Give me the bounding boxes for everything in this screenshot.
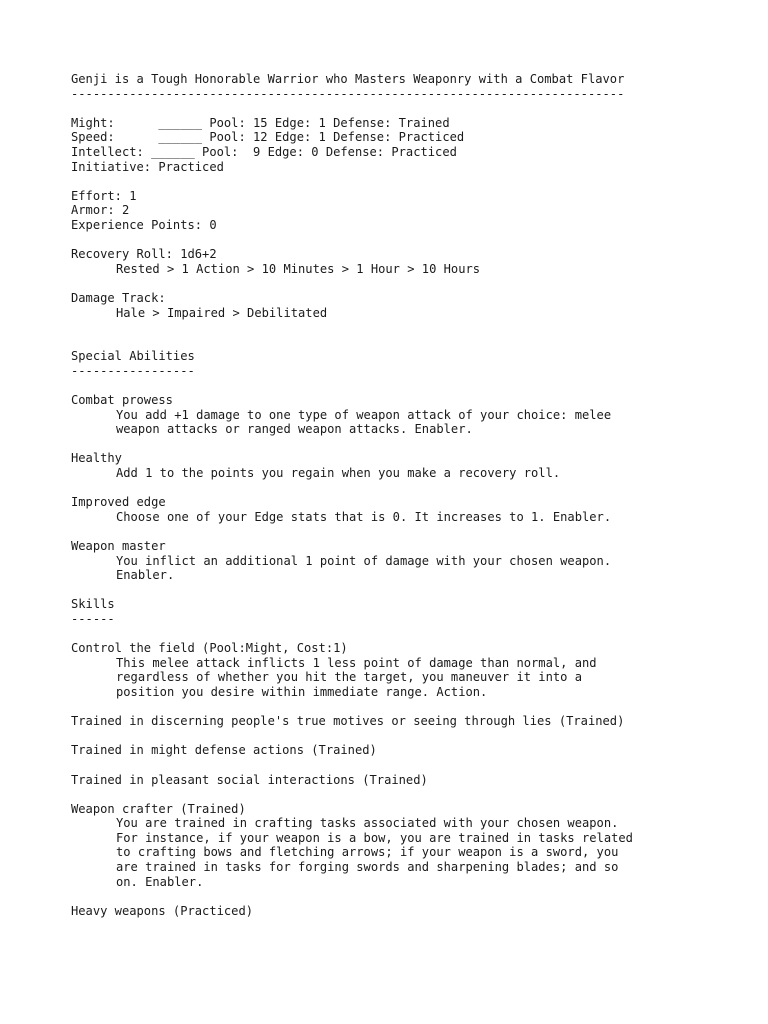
special-abilities-list: [71, 393, 751, 583]
skill-description: to crafting bows and fletching arrows; if your weapon is a sword, you: [116, 845, 619, 860]
skill-description: This melee attack inflicts 1 less point of damage than normal, and: [116, 655, 597, 670]
initiative-stat: Initiative: Practiced: [71, 159, 224, 174]
skill-entry: [71, 802, 751, 904]
armor-value: Armor: 2: [71, 203, 130, 218]
intellect-stat: Intellect: ______ Pool: 9 Edge: 0 Defense: Practiced: [71, 144, 457, 159]
recovery-track: Rested > 1 Action > 10 Minutes > 1 Hour > 10 Hours: [116, 261, 481, 276]
ability-entry: [71, 495, 751, 539]
skill-description: For instance, if your weapon is a bow, you are trained in tasks related: [116, 830, 633, 845]
skill-name: Trained in discerning people's true motives or seeing through lies (Trained): [71, 714, 625, 729]
skill-entry: [71, 904, 751, 919]
skill-description: regardless of whether you hit the target, you maneuver it into a: [116, 670, 582, 685]
ability-entry: [71, 393, 751, 451]
skills-rule: ------: [71, 611, 115, 626]
ability-entry: [71, 539, 751, 583]
skill-entry: [71, 714, 751, 743]
ability-description: You add +1 damage to one type of weapon attack of your choice: melee: [116, 407, 612, 422]
special-abilities-rule: -----------------: [71, 363, 195, 378]
skill-description: are trained in tasks for forging swords and sharpening blades; and so: [116, 860, 619, 875]
skill-name: Trained in might defense actions (Trained): [71, 743, 377, 758]
special-abilities-heading: Special Abilities: [71, 349, 195, 364]
skill-entry: [71, 641, 751, 714]
skill-name: Trained in pleasant social interactions (Trained): [71, 772, 428, 787]
skill-description: on. Enabler.: [116, 874, 204, 889]
damage-track: Hale > Impaired > Debilitated: [116, 305, 328, 320]
might-stat: Might: ______ Pool: 15 Edge: 1 Defense: Trained: [71, 115, 450, 130]
character-title: Genji is a Tough Honorable Warrior who Masters Weaponry with a Combat Flavor: [71, 72, 625, 86]
skill-name: Weapon crafter (Trained): [71, 801, 246, 816]
damage-track-label: Damage Track:: [71, 290, 166, 305]
effort-value: Effort: 1: [71, 188, 137, 203]
skills-heading: Skills: [71, 597, 115, 612]
speed-stat: Speed: ______ Pool: 12 Edge: 1 Defense: Practiced: [71, 130, 465, 145]
recovery-roll: Recovery Roll: 1d6+2: [71, 247, 217, 262]
ability-description: Choose one of your Edge stats that is 0. It increases to 1. Enabler.: [116, 509, 612, 524]
skill-description: You are trained in crafting tasks associated with your chosen weapon.: [116, 816, 619, 831]
experience-points: Experience Points: 0: [71, 217, 217, 232]
skill-name: Heavy weapons (Practiced): [71, 903, 254, 918]
ability-name: Improved edge: [71, 495, 166, 510]
ability-description: You inflict an additional 1 point of damage with your chosen weapon.: [116, 553, 612, 568]
skills-list: [71, 641, 751, 918]
skill-description: position you desire within immediate range. Action.: [116, 684, 488, 699]
skill-entry: [71, 743, 751, 772]
title-rule: ----------------------------------------------------------------------------: [71, 86, 625, 101]
ability-entry: [71, 451, 751, 495]
ability-description: weapon attacks or ranged weapon attacks. Enabler.: [116, 422, 473, 437]
ability-name: Combat prowess: [71, 393, 173, 408]
skill-entry: [71, 773, 751, 802]
ability-description: Enabler.: [116, 568, 175, 583]
ability-name: Healthy: [71, 451, 122, 466]
skill-name: Control the field (Pool:Might, Cost:1): [71, 641, 348, 656]
ability-description: Add 1 to the points you regain when you make a recovery roll.: [116, 466, 561, 481]
ability-name: Weapon master: [71, 539, 166, 553]
character-sheet: [71, 72, 751, 918]
